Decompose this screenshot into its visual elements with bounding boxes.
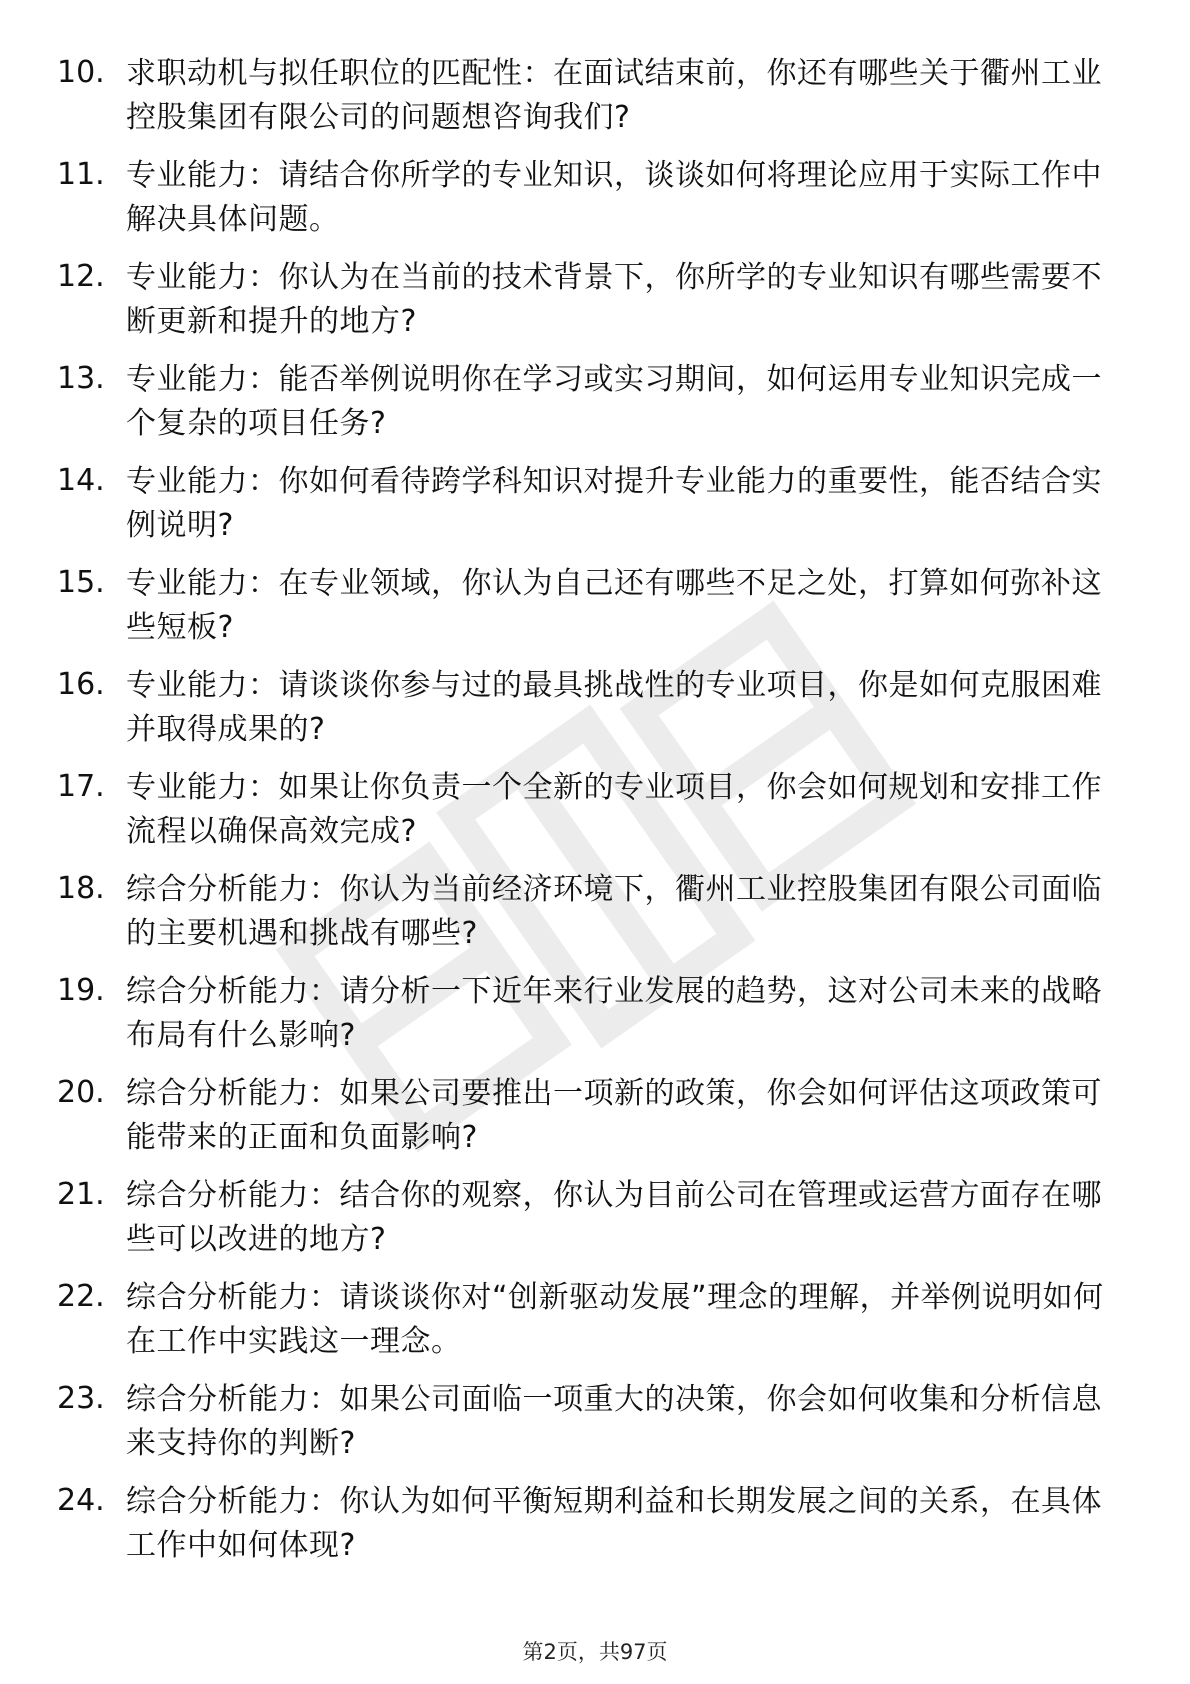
question-item <box>0 460 1190 543</box>
question-number: 17. <box>57 769 105 804</box>
question-text: 专业能力：请结合你所学的专业知识，谈谈如何将理论应用于实际工作中解决具体问题。 <box>126 158 1102 237</box>
question-text: 综合分析能力：如果公司要推出一项新的政策，你会如何评估这项政策可能带来的正面和负面影响? <box>126 1076 1102 1155</box>
question-item <box>0 1276 1190 1359</box>
question-number: 14. <box>57 463 105 498</box>
question-item <box>0 358 1190 441</box>
question-item <box>0 256 1190 339</box>
question-text: 专业能力：在专业领域，你认为自己还有哪些不足之处，打算如何弥补这些短板? <box>126 566 1102 645</box>
question-item <box>0 1174 1190 1257</box>
question-number: 23. <box>57 1381 105 1416</box>
question-item <box>0 1072 1190 1155</box>
page-number-label: 第2页，共97页 <box>522 1640 668 1664</box>
question-item <box>0 970 1190 1053</box>
question-text: 专业能力：请谈谈你参与过的最具挑战性的专业项目，你是如何克服困难并取得成果的? <box>126 668 1102 747</box>
question-number: 20. <box>57 1075 105 1110</box>
question-text: 专业能力：你认为在当前的技术背景下，你所学的专业知识有哪些需要不断更新和提升的地方? <box>126 260 1102 339</box>
question-item <box>0 1480 1190 1563</box>
question-number: 19. <box>57 973 105 1008</box>
question-number: 21. <box>57 1177 105 1212</box>
question-number: 11. <box>57 157 105 192</box>
question-item <box>0 1378 1190 1461</box>
question-number: 15. <box>57 565 105 600</box>
question-text: 综合分析能力：请谈谈你对“创新驱动发展”理念的理解，并举例说明如何在工作中实践这一理念。 <box>126 1280 1104 1359</box>
question-text: 综合分析能力：你认为如何平衡短期利益和长期发展之间的关系，在具体工作中如何体现? <box>126 1484 1102 1563</box>
question-text: 综合分析能力：请分析一下近年来行业发展的趋势，这对公司未来的战略布局有什么影响? <box>126 974 1102 1053</box>
question-text: 专业能力：如果让你负责一个全新的专业项目，你会如何规划和安排工作流程以确保高效完成? <box>126 770 1102 849</box>
question-list <box>0 52 1190 1582</box>
question-number: 16. <box>57 667 105 702</box>
question-item <box>0 154 1190 237</box>
question-item <box>0 766 1190 849</box>
question-number: 18. <box>57 871 105 906</box>
question-number: 10. <box>57 55 105 90</box>
question-item <box>0 868 1190 951</box>
question-text: 专业能力：能否举例说明你在学习或实习期间，如何运用专业知识完成一个复杂的项目任务? <box>126 362 1102 441</box>
question-text: 综合分析能力：如果公司面临一项重大的决策，你会如何收集和分析信息来支持你的判断? <box>126 1382 1102 1461</box>
question-number: 22. <box>57 1279 105 1314</box>
question-text: 专业能力：你如何看待跨学科知识对提升专业能力的重要性，能否结合实例说明? <box>126 464 1102 543</box>
question-item <box>0 664 1190 747</box>
question-number: 24. <box>57 1483 105 1518</box>
question-number: 12. <box>57 259 105 294</box>
page-footer <box>0 1636 1190 1666</box>
question-item <box>0 52 1190 135</box>
question-text: 综合分析能力：你认为当前经济环境下，衢州工业控股集团有限公司面临的主要机遇和挑战有哪些? <box>126 872 1102 951</box>
question-item <box>0 562 1190 645</box>
question-text: 综合分析能力：结合你的观察，你认为目前公司在管理或运营方面存在哪些可以改进的地方? <box>126 1178 1102 1257</box>
question-text: 求职动机与拟任职位的匹配性：在面试结束前，你还有哪些关于衢州工业控股集团有限公司的问题想咨询我们? <box>126 56 1102 135</box>
question-number: 13. <box>57 361 105 396</box>
